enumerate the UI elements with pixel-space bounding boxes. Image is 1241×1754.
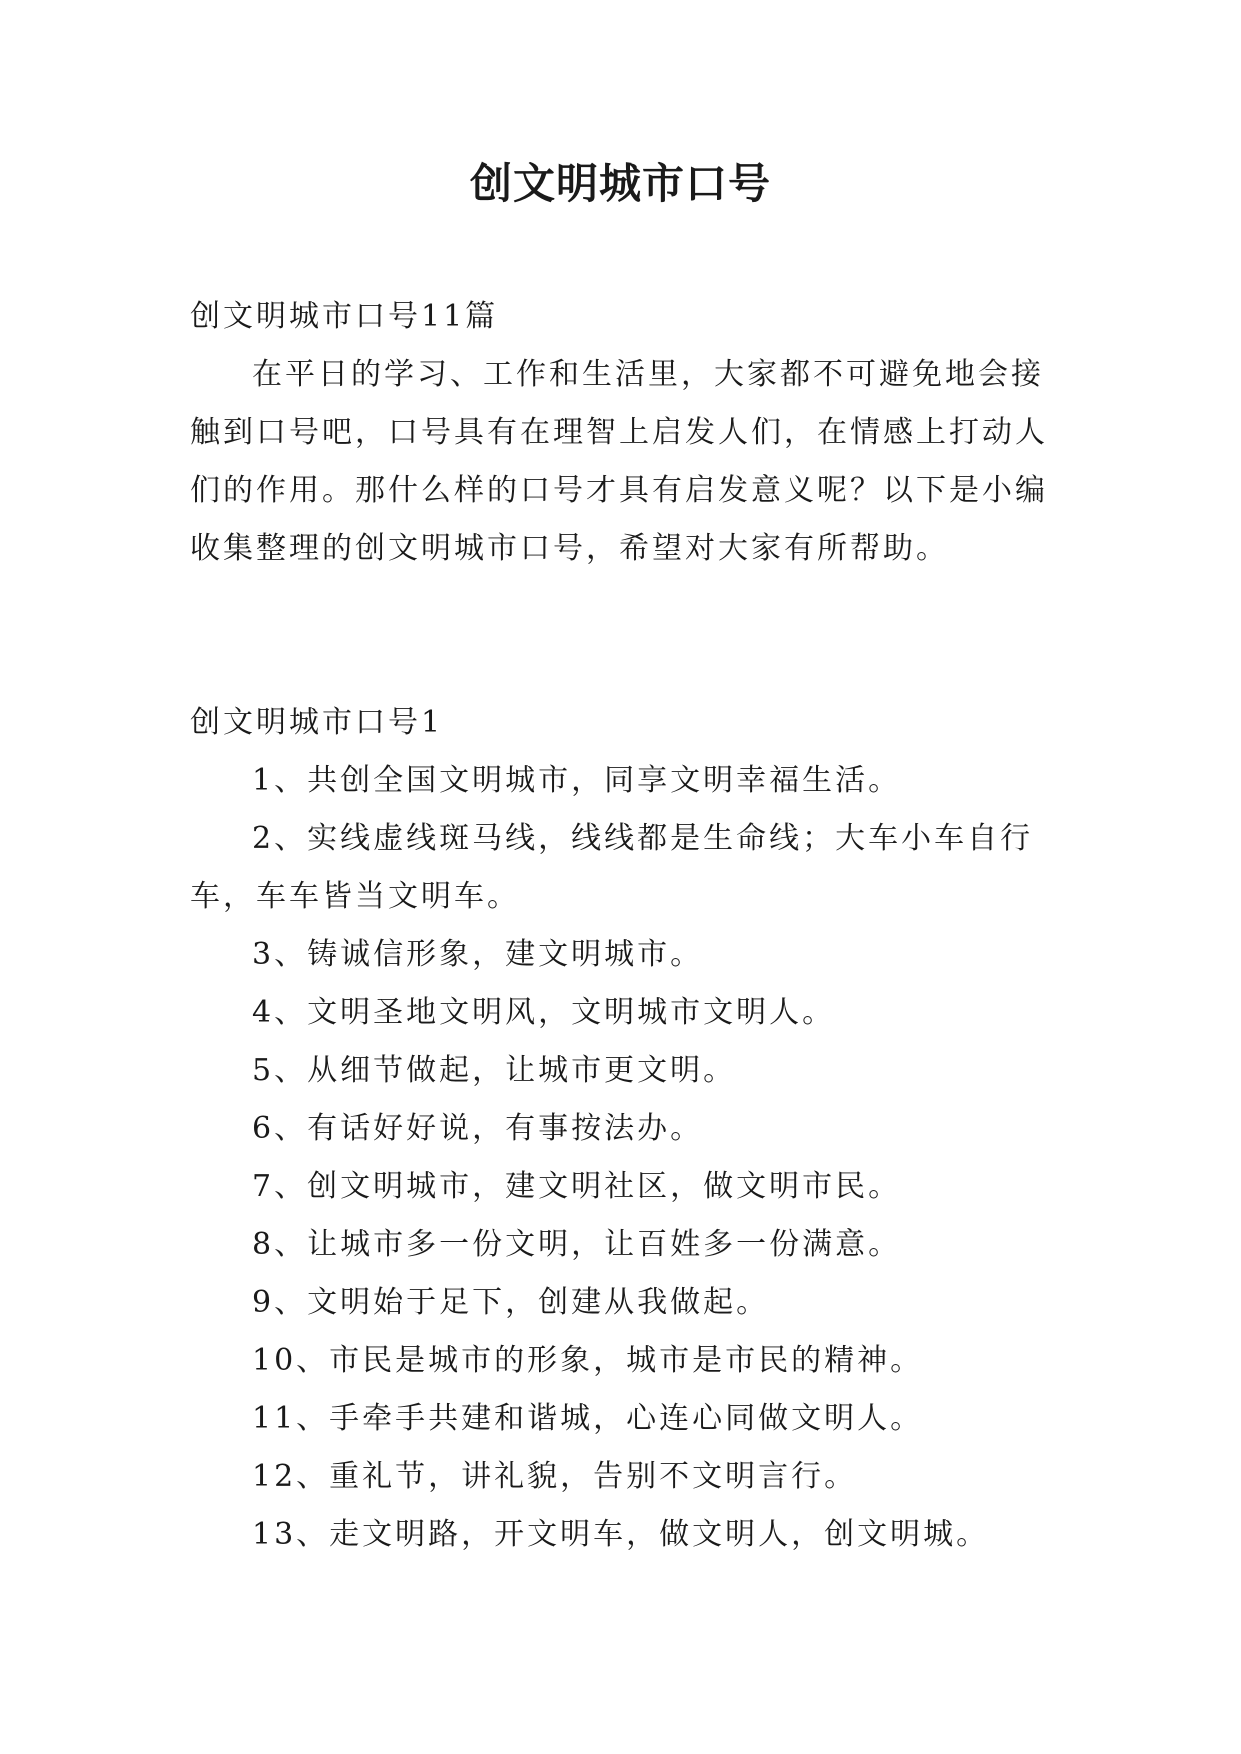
slogan-item: 10、市民是城市的形象，城市是市民的精神。 [252, 1343, 924, 1378]
section-spacer [190, 578, 1060, 694]
slogan-item: 4、文明圣地文明风，文明城市文明人。 [252, 995, 836, 1030]
slogan-item: 8、让城市多一份文明，让百姓多一份满意。 [252, 1227, 902, 1262]
intro-paragraph: 在平日的学习、工作和生活里，大家都不可避免地会接触到口号吧，口号具有在理智上启发人们，在情感上打动人们的作用。那什么样的口号才具有启发意义呢？以下是小编收集整理的创文明城市口号，希望对大家有所帮助。 [190, 357, 1048, 566]
section-heading: 创文明城市口号1 [190, 705, 444, 740]
slogan-item: 3、铸诚信形象，建文明城市。 [252, 937, 704, 972]
page-title: 创文明城市口号 [469, 159, 771, 208]
document-body [190, 288, 1060, 1564]
document-subtitle: 创文明城市口号11篇 [190, 299, 499, 334]
slogan-item: 6、有话好好说，有事按法办。 [252, 1111, 704, 1146]
slogan-item: 5、从细节做起，让城市更文明。 [252, 1053, 737, 1088]
slogan-item: 2、实线虚线斑马线，线线都是生命线；大车小车自行车，车车皆当文明车。 [190, 821, 1034, 914]
slogan-item: 12、重礼节，讲礼貌，告别不文明言行。 [252, 1459, 858, 1494]
slogan-item: 13、走文明路，开文明车，做文明人，创文明城。 [252, 1517, 990, 1552]
slogan-list [190, 752, 1060, 1564]
slogan-item: 11、手牵手共建和谐城，心连心同做文明人。 [252, 1401, 924, 1436]
slogan-item: 7、创文明城市，建文明社区，做文明市民。 [252, 1169, 902, 1204]
slogan-item: 1、共创全国文明城市，同享文明幸福生活。 [252, 763, 902, 798]
slogan-item: 9、文明始于足下，创建从我做起。 [252, 1285, 770, 1320]
